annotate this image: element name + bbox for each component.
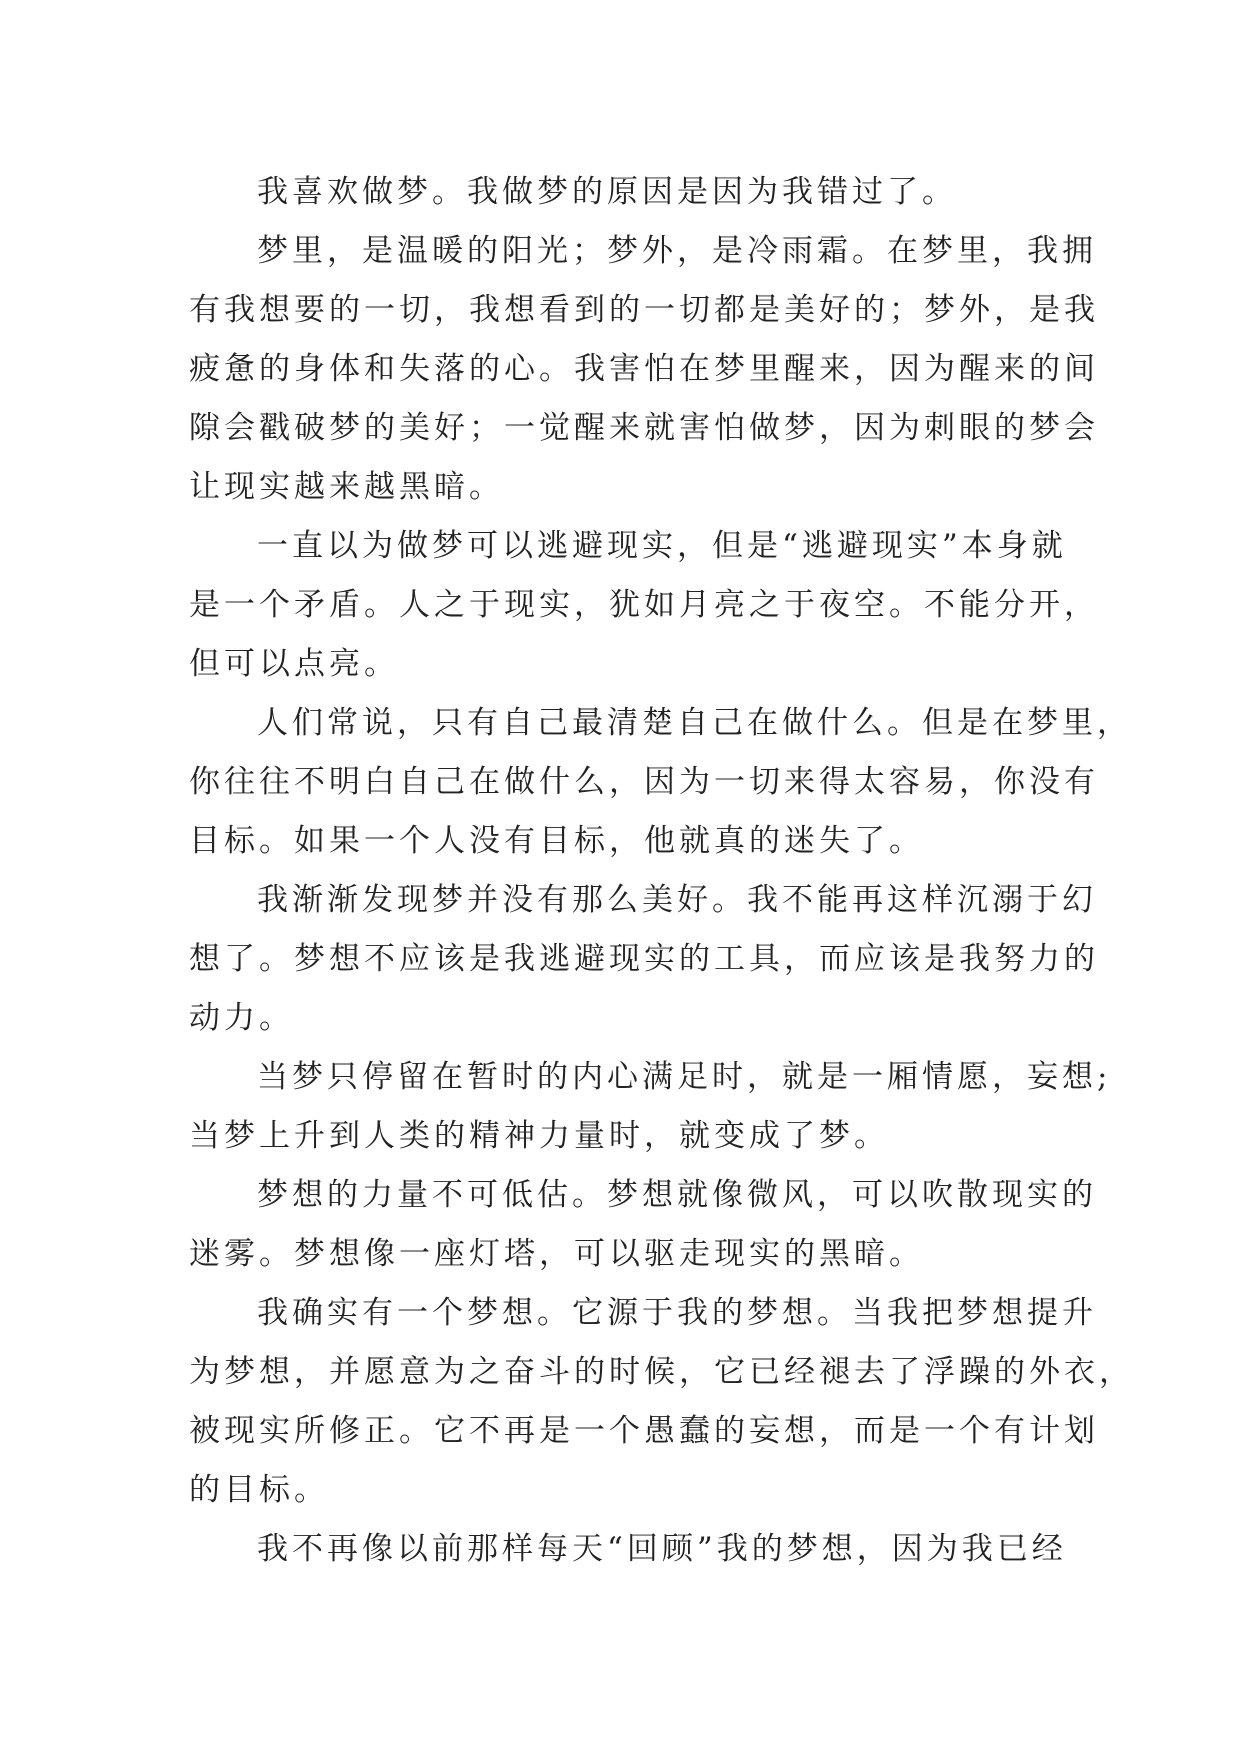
text-line: 的目标。 bbox=[189, 1472, 329, 1508]
text-line: 我不再像以前那样每天“回顾”我的梦想，因为我已经 bbox=[257, 1531, 1067, 1567]
text-line: 一直以为做梦可以逃避现实，但是“逃避现实”本身就 bbox=[257, 528, 1067, 564]
text-line: 我喜欢做梦。我做梦的原因是因为我错过了。 bbox=[257, 174, 957, 210]
text-line: 人们常说，只有自己最清楚自己在做什么。但是在梦里， bbox=[257, 705, 1132, 741]
text-line: 被现实所修正。它不再是一个愚蠢的妄想，而是一个有计划 bbox=[189, 1413, 1099, 1449]
text-line: 隙会戳破梦的美好；一觉醒来就害怕做梦，因为刺眼的梦会 bbox=[189, 410, 1099, 446]
text-line: 让现实越来越黑暗。 bbox=[189, 469, 504, 505]
text-line: 疲惫的身体和失落的心。我害怕在梦里醒来，因为醒来的间 bbox=[189, 351, 1099, 387]
text-line: 目标。如果一个人没有目标，他就真的迷失了。 bbox=[189, 823, 924, 859]
text-line: 但可以点亮。 bbox=[189, 646, 399, 682]
text-line: 想了。梦想不应该是我逃避现实的工具，而应该是我努力的 bbox=[189, 941, 1099, 977]
document-body bbox=[189, 163, 1134, 1579]
text-line: 我确实有一个梦想。它源于我的梦想。当我把梦想提升 bbox=[257, 1295, 1097, 1331]
text-line: 是一个矛盾。人之于现实，犹如月亮之于夜空。不能分开， bbox=[189, 587, 1099, 623]
text-line: 有我想要的一切，我想看到的一切都是美好的；梦外，是我 bbox=[189, 292, 1099, 328]
text-line: 你往往不明白自己在做什么，因为一切来得太容易，你没有 bbox=[189, 764, 1099, 800]
text-line: 迷雾。梦想像一座灯塔，可以驱走现实的黑暗。 bbox=[189, 1236, 924, 1272]
text-line: 梦里，是温暖的阳光；梦外，是冷雨霜。在梦里，我拥 bbox=[257, 233, 1097, 269]
text-line: 动力。 bbox=[189, 1000, 294, 1036]
text-line: 梦想的力量不可低估。梦想就像微风，可以吹散现实的 bbox=[257, 1177, 1097, 1213]
text-line: 为梦想，并愿意为之奋斗的时候，它已经褪去了浮躁的外衣， bbox=[189, 1354, 1134, 1390]
text-line: 当梦只停留在暂时的内心满足时，就是一厢情愿，妄想; bbox=[257, 1059, 1112, 1095]
text-line: 当梦上升到人类的精神力量时，就变成了梦。 bbox=[189, 1118, 889, 1154]
text-line: 我渐渐发现梦并没有那么美好。我不能再这样沉溺于幻 bbox=[257, 882, 1097, 918]
